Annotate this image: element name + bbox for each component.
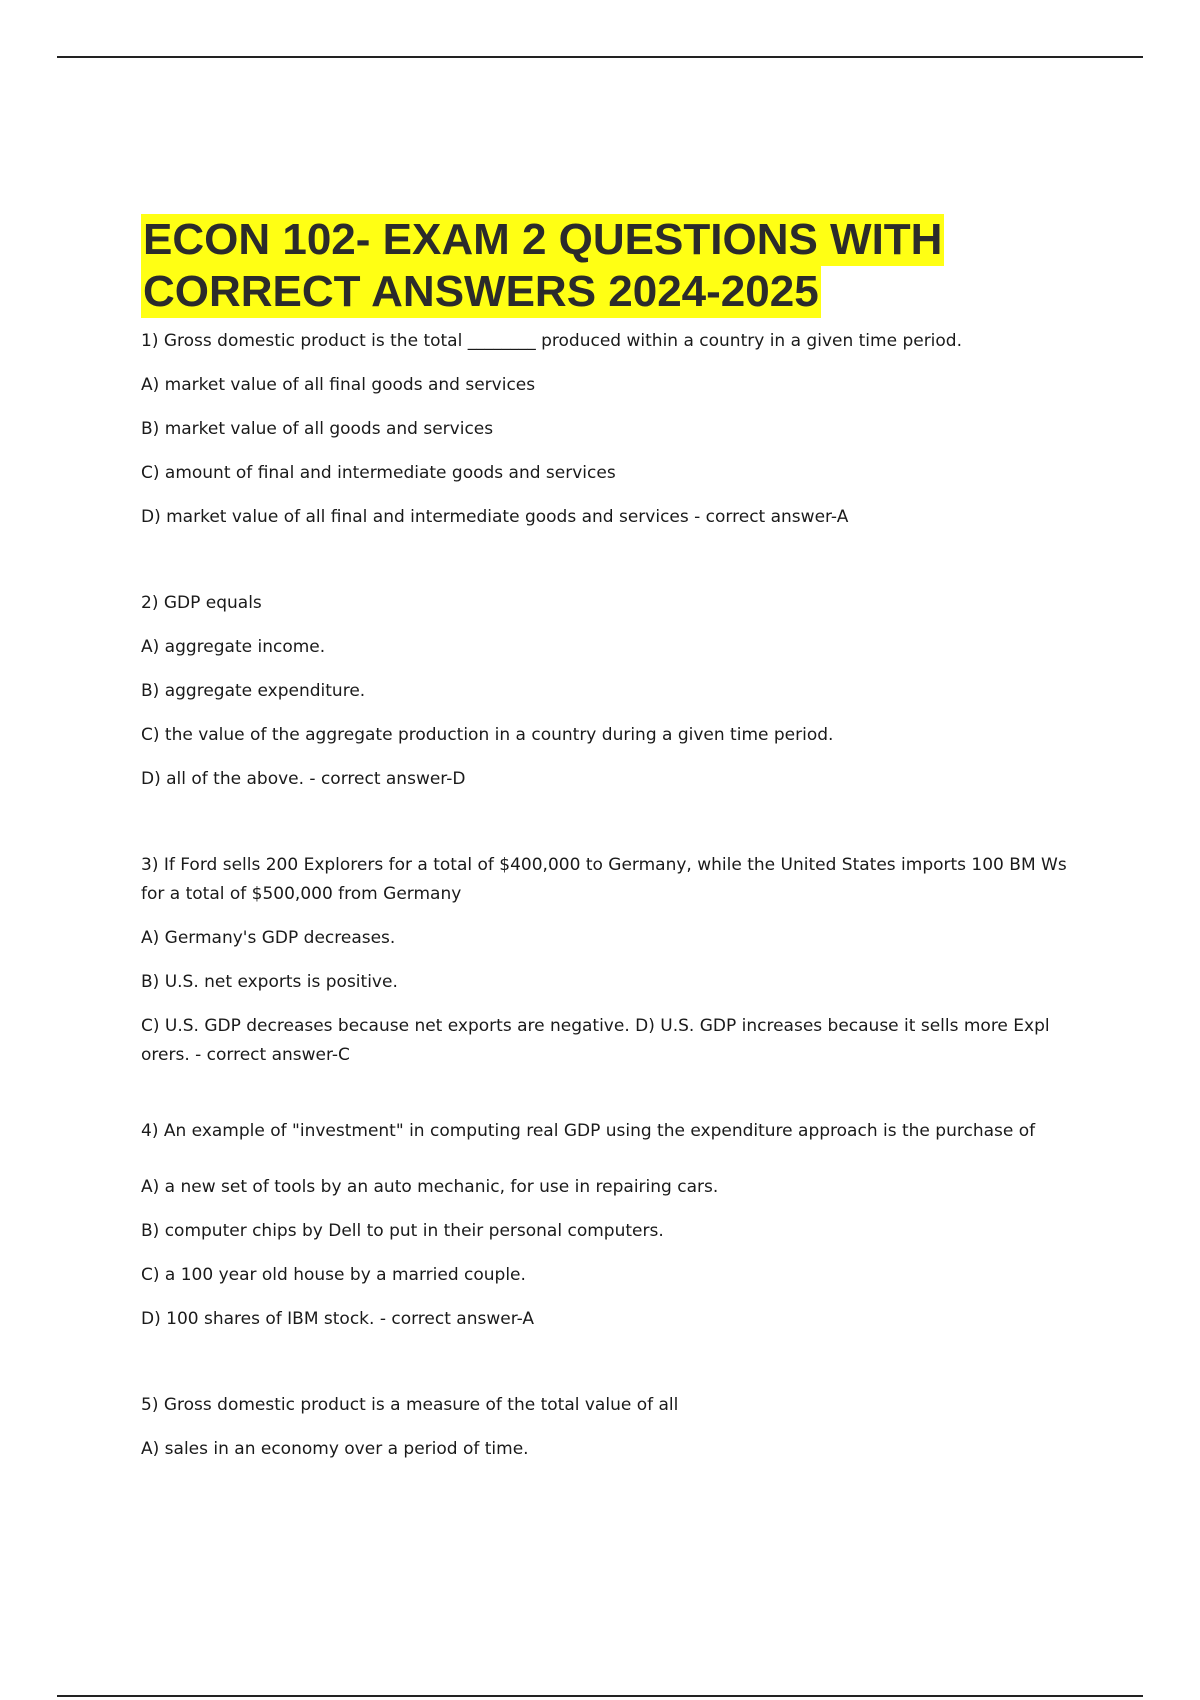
question-stem: 2) GDP equals [141, 593, 262, 613]
title-line: CORRECT ANSWERS 2024-2025 [143, 267, 819, 316]
footer-rule [57, 1695, 1143, 1697]
question-stem: 5) Gross domestic product is a measure of the total value of all [141, 1395, 679, 1415]
answer-option: B) computer chips by Dell to put in their personal computers. [141, 1221, 664, 1241]
title-line: ECON 102- EXAM 2 QUESTIONS WITH [143, 215, 943, 264]
answer-option: D) all of the above. - correct answer-D [141, 769, 466, 789]
answer-option: B) aggregate expenditure. [141, 681, 366, 701]
answer-option: D) market value of all final and intermediate goods and services - correct answer-A [141, 507, 849, 527]
answer-option: B) U.S. net exports is positive. [141, 972, 398, 992]
question-stem: 1) Gross domestic product is the total ________ produced within a country in a given time period. [141, 331, 963, 351]
question-2 [141, 589, 1071, 794]
question-1 [141, 327, 1071, 532]
document-body [141, 214, 1071, 1479]
answer-option: A) sales in an economy over a period of time. [141, 1439, 529, 1459]
answer-option: B) market value of all goods and services [141, 419, 494, 439]
answer-option: C) the value of the aggregate production in a country during a given time period. [141, 725, 834, 745]
answer-option: A) a new set of tools by an auto mechanic, for use in repairing cars. [141, 1177, 719, 1197]
answer-option: C) U.S. GDP decreases because net exports are negative. D) U.S. GDP increases because it sells more Expl orers. - correct answer-C [141, 1016, 1056, 1065]
answer-option: C) amount of final and intermediate goods and services [141, 463, 616, 483]
answer-option: C) a 100 year old house by a married couple. [141, 1265, 526, 1285]
answer-option: D) 100 shares of IBM stock. - correct answer-A [141, 1309, 534, 1329]
question-4 [141, 1117, 1071, 1334]
header-rule [57, 56, 1143, 58]
answer-option: A) aggregate income. [141, 637, 326, 657]
question-stem: 4) An example of "investment" in computing real GDP using the expenditure approach is the purchase of [141, 1121, 1036, 1141]
answer-option: A) market value of all final goods and services [141, 375, 536, 395]
question-list [141, 327, 1071, 1464]
document-title [141, 214, 1071, 318]
question-5 [141, 1391, 1071, 1464]
question-stem: 3) If Ford sells 200 Explorers for a total of $400,000 to Germany, while the United States imports 100 BM Ws for a total of $500,000 from Germany [141, 855, 1073, 904]
question-3 [141, 851, 1071, 1070]
answer-option: A) Germany's GDP decreases. [141, 928, 396, 948]
